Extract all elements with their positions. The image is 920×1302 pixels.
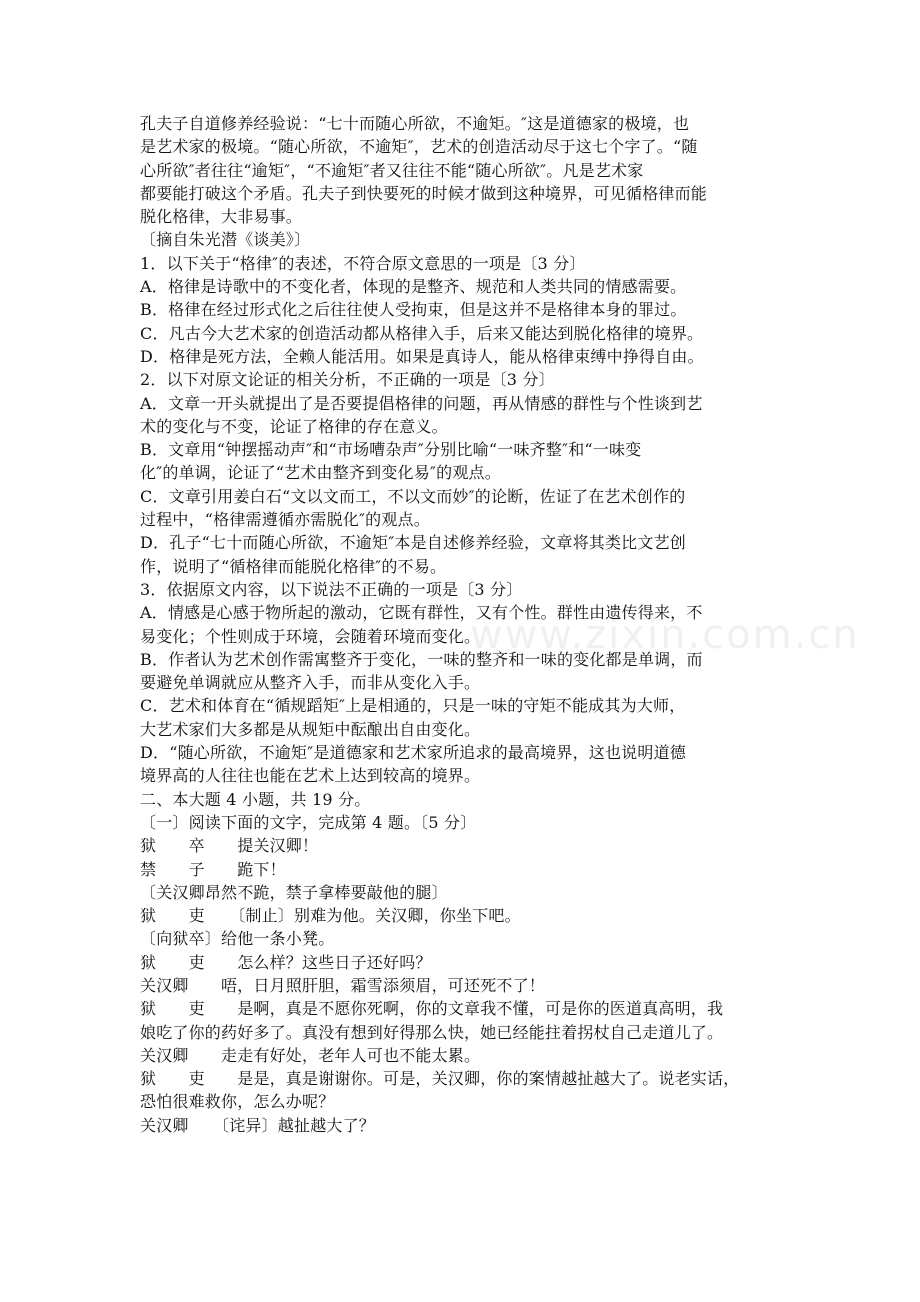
- watermark: www.zixin.com.cn: [470, 612, 860, 658]
- text-line: B．作者认为艺术创作需寓整齐于变化，一味的整齐和一味的变化都是单调，而: [140, 649, 703, 669]
- text-line: B．格律在经过形式化之后往往使人受拘束，但是这并不是格律本身的罪过。: [140, 300, 687, 320]
- text-line: 〔一〕阅读下面的文字，完成第 4 题。〔5 分〕: [140, 812, 477, 832]
- text-line: 心所欲″者往往“逾矩″，“不逾矩″者又往往不能“随心所欲″。凡是艺术家: [140, 160, 644, 180]
- text-line: C．凡古今大艺术家的创造活动都从格律入手，后来又能达到脱化格律的境界。: [140, 323, 704, 343]
- text-line: A．文章一开头就提出了是否要提倡格律的问题，再从情感的群性与个性谈到艺: [140, 393, 703, 413]
- text-line: 关汉卿 〔诧异〕越扯越大了？: [140, 1115, 376, 1135]
- text-line: A．情感是心感于物所起的激动，它既有群性，又有个性。群性由遗传得来，不: [140, 603, 703, 623]
- text-line: 娘吃了你的药好多了。真没有想到好得那么快，她已经能拄着拐杖自己走道儿了。: [140, 1022, 724, 1042]
- text-line: 都要能打破这个矛盾。孔夫子到快要死的时候才做到这种境界，可见循格律而能: [140, 183, 708, 203]
- text-line: 狱 卒 提关汉卿！: [140, 836, 319, 856]
- text-line: D．孔子“七十而随心所欲，不逾矩″本是自述修养经验，文章将其类比文艺创: [140, 533, 686, 553]
- text-line: 〔向狱卒〕给他一条小凳。: [140, 929, 335, 949]
- text-line: B．文章用“钟摆摇动声″和“市场嘈杂声″分别比喻“一味齐整″和“一味变: [140, 440, 642, 460]
- text-line: 狱 吏 〔制止〕别难为他。关汉卿，你坐下吧。: [140, 906, 521, 926]
- text-line: 狱 吏 是啊，真是不愿你死啊，你的文章我不懂，可是你的医道真高明，我: [140, 999, 724, 1019]
- text-line: 化″的单调，论证了“艺术由整齐到变化易″的观点。: [140, 463, 501, 483]
- text-line: 易变化；个性则成于环境，会随着环境而变化。: [140, 626, 481, 646]
- text-line: 3．依据原文内容，以下说法不正确的一项是〔3 分〕: [140, 579, 523, 599]
- text-line: 是艺术家的极境。“随心所欲，不逾矩″，艺术的创造活动尽于这七个字了。“随: [140, 137, 698, 157]
- text-line: 〔关汉卿昂然不跪，禁子拿棒要敲他的腿〕: [140, 882, 448, 902]
- text-line: 作，说明了“循格律而能脱化格律″的不易。: [140, 556, 447, 576]
- text-line: D．“随心所欲，不逾矩″是道德家和艺术家所追求的最高境界，这也说明道德: [140, 743, 686, 763]
- text-line: 关汉卿 走走有好处，老年人可也不能太累。: [140, 1045, 481, 1065]
- text-line: 过程中，“格律需遵循亦需脱化″的观点。: [140, 510, 430, 530]
- text-line: 禁 子 跪下！: [140, 859, 286, 879]
- text-line: D．格律是死方法，全赖人能活用。如果是真诗人，能从格律束缚中挣得自由。: [140, 346, 704, 366]
- document-page: [140, 112, 790, 1137]
- text-line: 2．以下对原文论证的相关分析，不正确的一项是〔3 分〕: [140, 370, 555, 390]
- text-line: 关汉卿 唔，日月照肝胆，霜雪添须眉，可还死不了！: [140, 975, 546, 995]
- text-line: C．文章引用姜白石“文以文而工，不以文而妙″的论断，佐证了在艺术创作的: [140, 486, 686, 506]
- text-line: A．格律是诗歌中的不变化者，体现的是整齐、规范和人类共同的情感需要。: [140, 277, 687, 297]
- text-line: 术的变化与不变，论证了格律的存在意义。: [140, 416, 448, 436]
- text-line: 境界高的人往往也能在艺术上达到较高的境界。: [140, 766, 481, 786]
- text-line: 二、本大题 4 小题，共 19 分。: [140, 789, 371, 809]
- text-line: 孔夫子自道修养经验说：“七十而随心所欲，不逾矩。″这是道德家的极境，也: [140, 114, 690, 133]
- text-line: 恐怕很难救你，怎么办呢？: [140, 1092, 335, 1112]
- text-line: 大艺术家们大多都是从规矩中酝酿出自由变化。: [140, 719, 481, 739]
- text-line: 狱 吏 是是，真是谢谢你。可是，关汉卿，你的案情越扯越大了。说老实话，: [140, 1069, 740, 1089]
- text-line: 〔摘自朱光潜《谈美》〕: [140, 230, 311, 250]
- text-line: 脱化格律，大非易事。: [140, 207, 303, 227]
- text-line: C．艺术和体育在“循规蹈矩″上是相通的，只是一味的守矩不能成其为大师，: [140, 696, 686, 716]
- text-line: 1．以下关于“格律″的表述，不符合原文意思的一项是〔3 分〕: [140, 253, 586, 273]
- text-line: 狱 吏 怎么样？这些日子还好吗？: [140, 952, 432, 972]
- text-line: 要避免单调就应从整齐入手，而非从变化入手。: [140, 673, 481, 693]
